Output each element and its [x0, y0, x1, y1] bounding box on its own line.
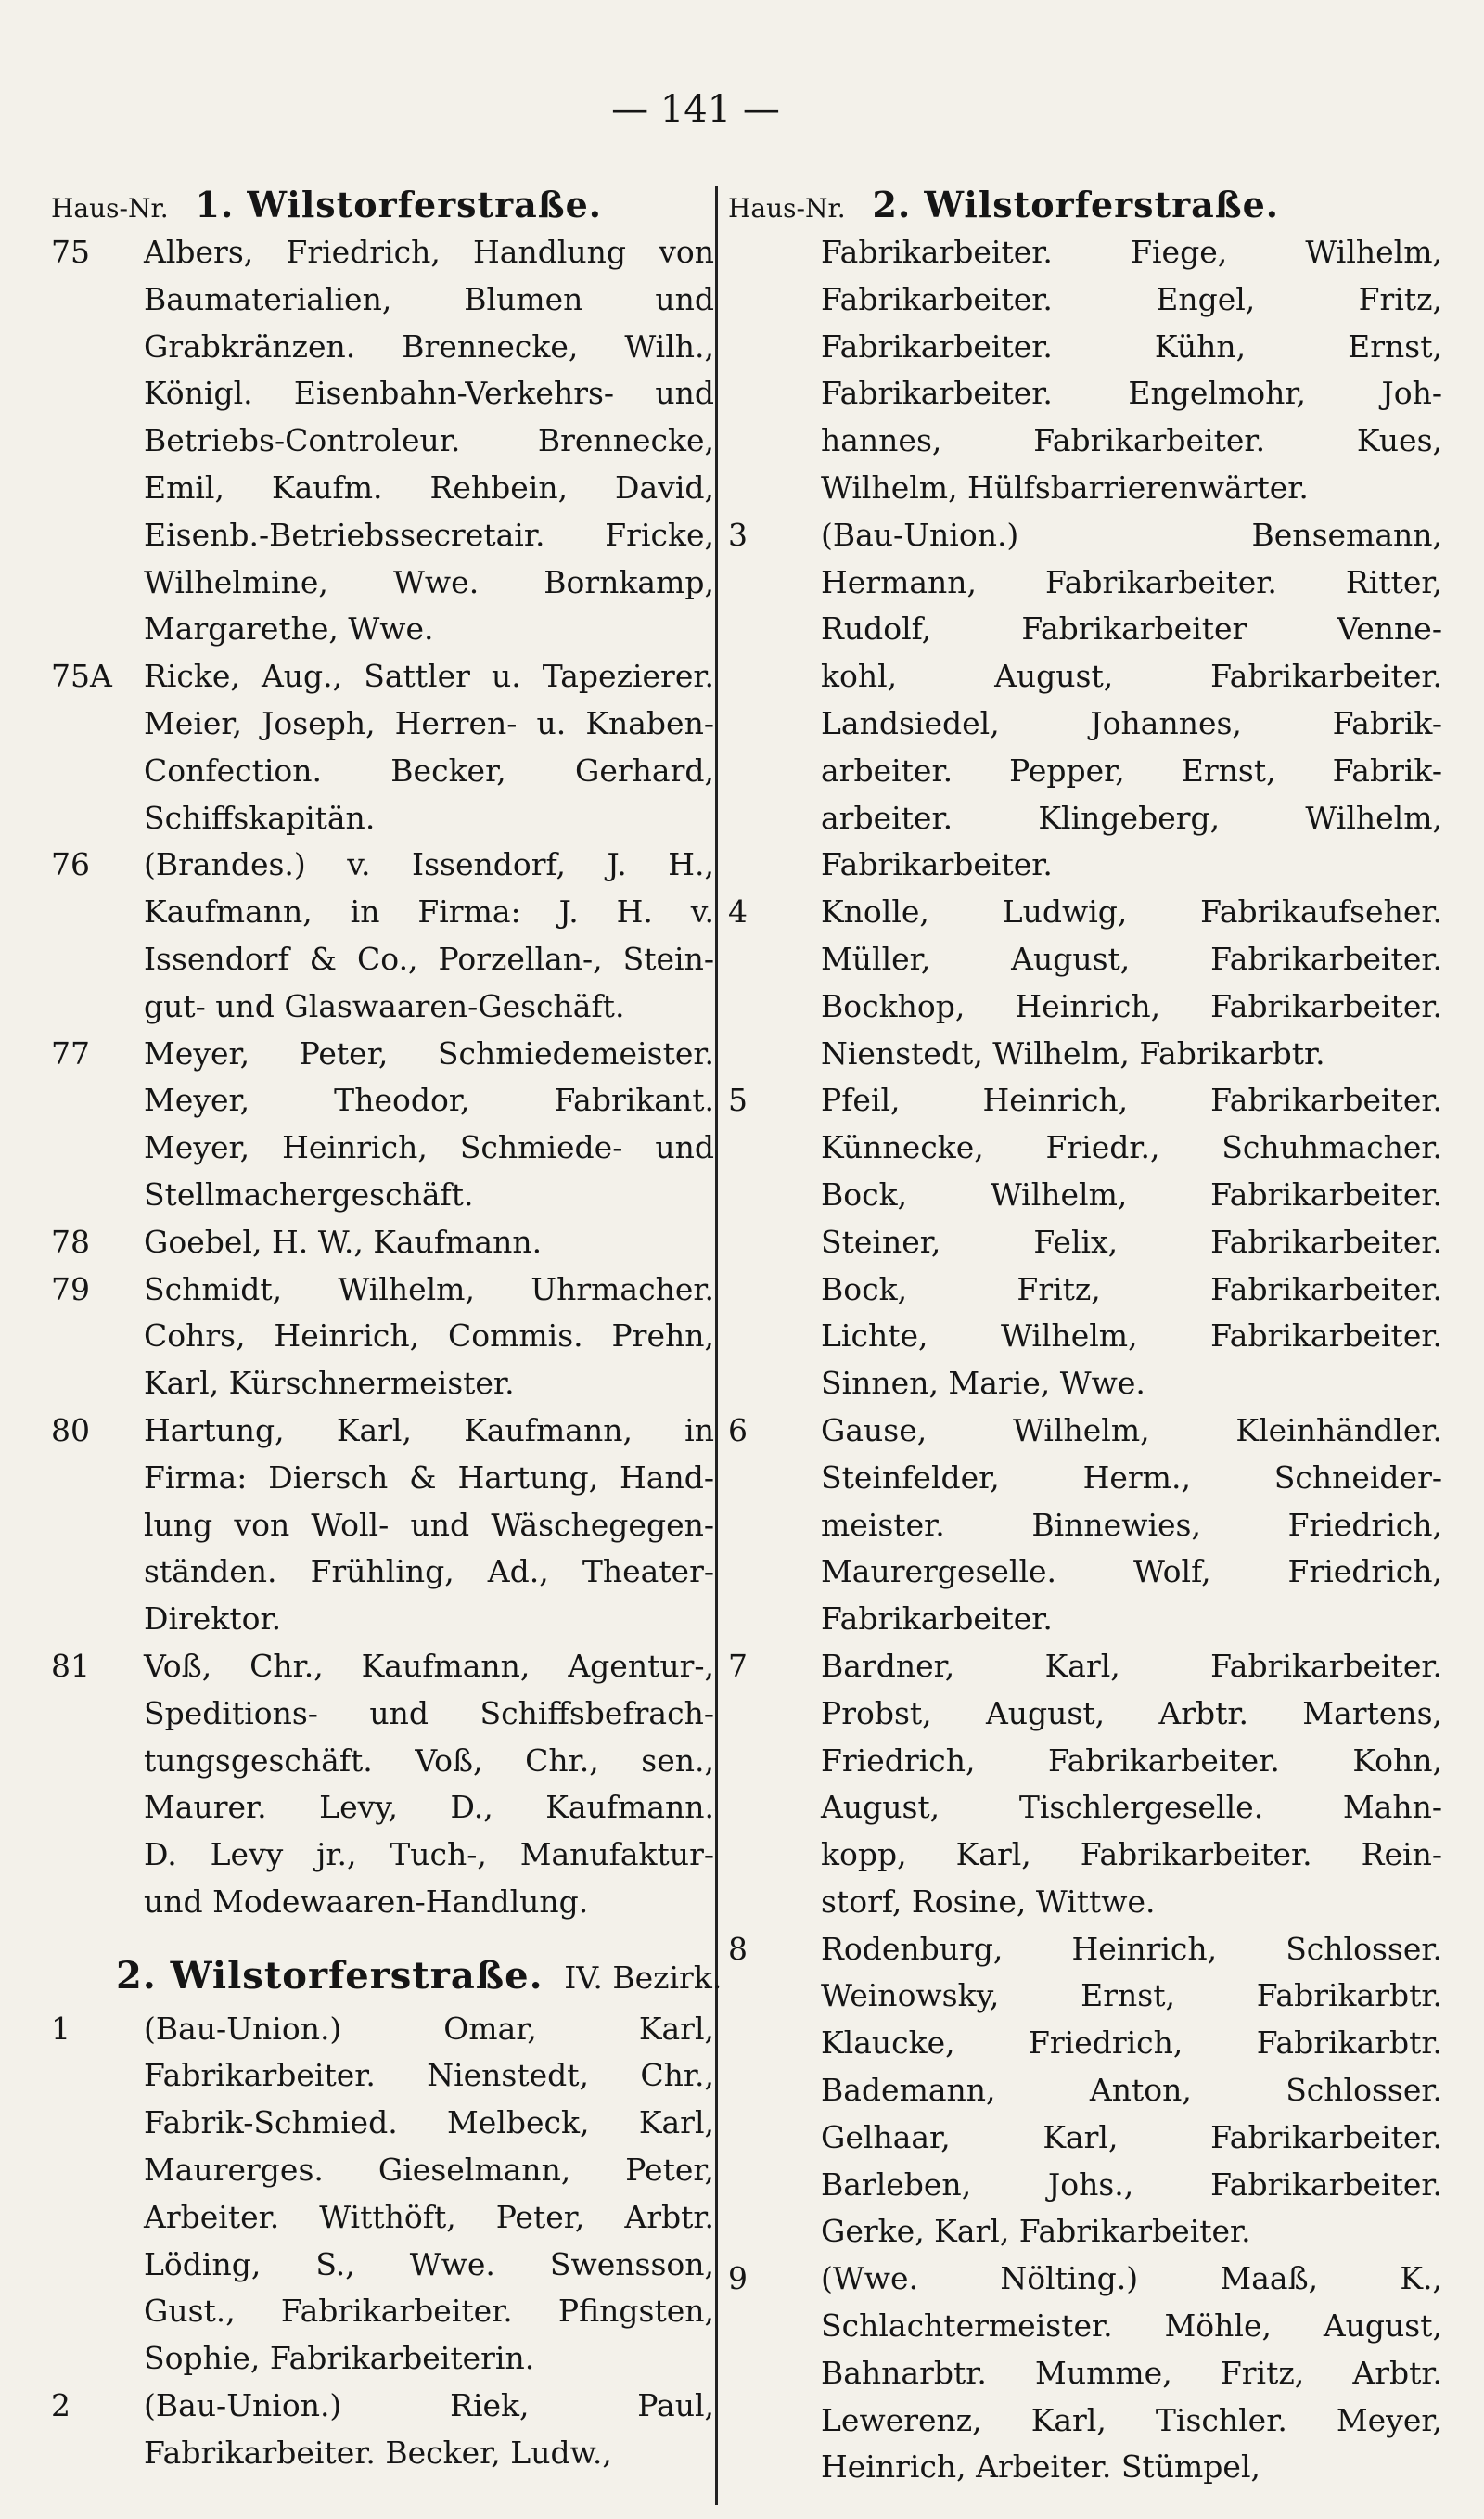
resident-line: Meyer, Heinrich, Schmiede- und [144, 1129, 714, 1166]
resident-line: Friedrich, Fabrikarbeiter. Kohn, [821, 1741, 1442, 1779]
house-number: 80 [51, 1411, 90, 1448]
resident-line: Bahnarbtr. Mumme, Fritz, Arbtr. [821, 2354, 1442, 2391]
resident-lines [821, 229, 1442, 512]
resident-line: gut- und Glaswaaren-Geschäft. [144, 987, 625, 1024]
resident-line: Meier, Joseph, Herren- u. Knaben- [144, 704, 714, 741]
street-heading-2: 2. Wilstorferstraße. [116, 1953, 544, 1998]
resident-line: Lewerenz, Karl, Tischler. Meyer, [821, 2401, 1442, 2438]
resident-line: Direktor. [144, 1600, 282, 1638]
resident-line: Schlachtermeister. Möhle, August, [821, 2307, 1442, 2345]
house-number: 5 [728, 1082, 748, 1119]
house-entry [728, 229, 1442, 512]
house-entry [51, 229, 714, 653]
resident-line: arbeiter. Klingeberg, Wilhelm, [821, 799, 1442, 836]
house-entry [51, 1407, 714, 1643]
resident-line: lung von Woll- und Wäschegegen- [144, 1506, 714, 1543]
resident-line: (Brandes.) v. Issendorf, J. H., [144, 846, 714, 883]
house-entry [51, 1219, 714, 1266]
house-entry [51, 1643, 714, 1926]
resident-line: Cohrs, Heinrich, Commis. Prehn, [144, 1317, 714, 1355]
resident-line: Baumaterialien, Blumen und [144, 280, 714, 317]
resident-line: Kaufmann, in Firma: J. H. v. [144, 893, 714, 931]
resident-lines [144, 229, 714, 653]
resident-lines [144, 1219, 714, 1266]
resident-line: Pfeil, Heinrich, Fabrikarbeiter. [821, 1082, 1442, 1119]
house-entry [728, 1077, 1442, 1407]
resident-lines [144, 1266, 714, 1407]
resident-line: August, Tischlergeselle. Mahn- [821, 1789, 1442, 1826]
street-heading: 2. Wilstorferstraße. [872, 184, 1280, 225]
resident-line: Lichte, Wilhelm, Fabrikarbeiter. [821, 1317, 1442, 1355]
resident-line: Margarethe, Wwe. [144, 610, 434, 648]
resident-line: Gerke, Karl, Fabrikarbeiter. [821, 2213, 1251, 2250]
resident-lines [821, 2256, 1442, 2491]
resident-line: Fabrikarbeiter. Becker, Ludw., [144, 2434, 612, 2471]
resident-line: tungsgeschäft. Voß, Chr., sen., [144, 1741, 714, 1779]
resident-line: Sinnen, Marie, Wwe. [821, 1365, 1145, 1402]
resident-line: Bardner, Karl, Fabrikarbeiter. [821, 1647, 1442, 1684]
house-number: 8 [728, 1930, 748, 1967]
resident-line: Künnecke, Friedr., Schuhmacher. [821, 1129, 1442, 1166]
resident-line: Maurergeselle. Wolf, Friedrich, [821, 1553, 1442, 1590]
resident-line: storf, Rosine, Wittwe. [821, 1883, 1156, 1920]
resident-line: Rudolf, Fabrikarbeiter Venne- [821, 610, 1442, 648]
resident-line: Karl, Kürschnermeister. [144, 1365, 515, 1402]
house-entry [728, 1407, 1442, 1643]
house-entry [51, 2006, 714, 2383]
resident-line: Eisenb.-Betriebssecretair. Fricke, [144, 516, 714, 553]
house-number: 75A [51, 658, 112, 695]
resident-line: Steinfelder, Herm., Schneider- [821, 1459, 1442, 1496]
house-entry [728, 1643, 1442, 1926]
resident-line: hannes, Fabrikarbeiter. Kues, [821, 422, 1442, 459]
house-number: 79 [51, 1270, 90, 1307]
resident-lines [821, 1407, 1442, 1643]
resident-line: Grabkränzen. Brennecke, Wilh., [144, 328, 714, 365]
resident-line: (Wwe. Nölting.) Maaß, K., [821, 2260, 1442, 2297]
resident-line: Wilhelm, Hülfsbarrierenwärter. [821, 469, 1309, 506]
resident-line: Gust., Fabrikarbeiter. Pfingsten, [144, 2293, 714, 2330]
resident-line: Landsiedel, Johannes, Fabrik- [821, 704, 1442, 741]
resident-lines [821, 512, 1442, 889]
resident-line: Maurerges. Gieselmann, Peter, [144, 2152, 714, 2189]
resident-line: Fabrikarbeiter. Kühn, Ernst, [821, 328, 1442, 365]
resident-line: Firma: Diersch & Hartung, Hand- [144, 1459, 714, 1496]
hausnr-label: Haus-Nr. [728, 193, 846, 224]
resident-line: Rodenburg, Heinrich, Schlosser. [821, 1930, 1442, 1967]
resident-line: Weinowsky, Ernst, Fabrikarbtr. [821, 1977, 1442, 2014]
resident-line: Bock, Wilhelm, Fabrikarbeiter. [821, 1176, 1442, 1213]
resident-line: Müller, August, Fabrikarbeiter. [821, 940, 1442, 977]
resident-line: Fabrikarbeiter. Nienstedt, Chr., [144, 2057, 714, 2094]
resident-line: Löding, S., Wwe. Swensson, [144, 2245, 714, 2282]
house-number: 7 [728, 1647, 748, 1684]
house-number: 1 [51, 2010, 70, 2047]
house-entry [728, 512, 1442, 889]
house-entry [51, 653, 714, 842]
left-entries [51, 229, 714, 1926]
resident-line: Fabrikarbeiter. [821, 1600, 1053, 1638]
resident-line: und Modewaaren-Handlung. [144, 1883, 589, 1920]
resident-lines [821, 1077, 1442, 1407]
right-column [728, 181, 1442, 2491]
resident-line: Fabrikarbeiter. Engelmohr, Joh- [821, 375, 1442, 412]
house-number: 3 [728, 516, 748, 553]
district-label: IV. Bezirk. [564, 1959, 723, 1996]
resident-line: Voß, Chr., Kaufmann, Agentur-, [144, 1647, 714, 1684]
house-number: 9 [728, 2260, 748, 2297]
resident-line: Heinrich, Arbeiter. Stümpel, [821, 2448, 1261, 2486]
resident-lines [144, 2006, 714, 2383]
resident-line: Sophie, Fabrikarbeiterin. [144, 2340, 535, 2377]
resident-line: Knolle, Ludwig, Fabrikaufseher. [821, 893, 1442, 931]
resident-line: Gause, Wilhelm, Kleinhändler. [821, 1411, 1442, 1448]
resident-line: arbeiter. Pepper, Ernst, Fabrik- [821, 752, 1442, 789]
hausnr-label: Haus-Nr. [51, 193, 169, 224]
resident-line: Probst, August, Arbtr. Martens, [821, 1694, 1442, 1731]
resident-line: Fabrikarbeiter. Engel, Fritz, [821, 280, 1442, 317]
resident-line: Fabrik-Schmied. Melbeck, Karl, [144, 2104, 714, 2141]
resident-line: meister. Binnewies, Friedrich, [821, 1506, 1442, 1543]
street-subheading [51, 1947, 723, 2006]
house-entry [51, 1031, 714, 1219]
resident-line: Speditions- und Schiffsbefrach- [144, 1694, 714, 1731]
resident-lines [821, 1926, 1442, 2256]
street-heading: 1. Wilstorferstraße. [195, 184, 603, 225]
resident-line: Hermann, Fabrikarbeiter. Ritter, [821, 563, 1442, 600]
house-entry [728, 1926, 1442, 2256]
resident-line: kohl, August, Fabrikarbeiter. [821, 658, 1442, 695]
resident-line: Maurer. Levy, D., Kaufmann. [144, 1789, 714, 1826]
house-entry [51, 842, 714, 1030]
resident-lines [144, 1407, 714, 1643]
resident-line: Steiner, Felix, Fabrikarbeiter. [821, 1223, 1442, 1260]
resident-line: Schiffskapitän. [144, 799, 376, 836]
resident-line: Confection. Becker, Gerhard, [144, 752, 714, 789]
resident-line: Albers, Friedrich, Handlung von [144, 234, 714, 270]
left-column [51, 181, 723, 2477]
resident-line: ständen. Frühling, Ad., Theater- [144, 1553, 714, 1590]
resident-line: Betriebs-Controleur. Brennecke, [144, 422, 714, 459]
resident-line: kopp, Karl, Fabrikarbeiter. Rein- [821, 1836, 1442, 1873]
resident-line: Bockhop, Heinrich, Fabrikarbeiter. [821, 987, 1442, 1024]
resident-line: Fabrikarbeiter. [821, 846, 1053, 883]
house-entry [51, 1266, 714, 1407]
house-entry [728, 2256, 1442, 2491]
resident-line: Schmidt, Wilhelm, Uhrmacher. [144, 1270, 714, 1307]
resident-lines [821, 889, 1442, 1077]
resident-line: Nienstedt, Wilhelm, Fabrikarbtr. [821, 1035, 1325, 1072]
resident-line: D. Levy jr., Tuch-, Manufaktur- [144, 1836, 714, 1873]
house-number: 81 [51, 1647, 90, 1684]
house-entry [728, 889, 1442, 1077]
house-number: 6 [728, 1411, 748, 1448]
page-number: — 141 — [611, 88, 780, 131]
column-divider [715, 186, 718, 2505]
resident-line: Hartung, Karl, Kaufmann, in [144, 1411, 714, 1448]
resident-line: (Bau-Union.) Bensemann, [821, 516, 1442, 553]
resident-line: Gelhaar, Karl, Fabrikarbeiter. [821, 2118, 1442, 2155]
resident-lines [144, 842, 714, 1030]
resident-line: Emil, Kaufm. Rehbein, David, [144, 469, 714, 506]
house-number: 75 [51, 234, 90, 270]
house-entry [51, 2383, 714, 2477]
house-number: 78 [51, 1223, 90, 1260]
resident-line: (Bau-Union.) Riek, Paul, [144, 2387, 714, 2424]
resident-line: Bock, Fritz, Fabrikarbeiter. [821, 1270, 1442, 1307]
resident-line: Bademann, Anton, Schlosser. [821, 2072, 1442, 2109]
house-number: 2 [51, 2387, 70, 2424]
house-number: 77 [51, 1035, 90, 1072]
house-number: 76 [51, 846, 90, 883]
left-entries-2 [51, 2006, 714, 2477]
resident-lines [144, 653, 714, 842]
resident-line: Meyer, Theodor, Fabrikant. [144, 1082, 714, 1119]
resident-line: Fabrikarbeiter. Fiege, Wilhelm, [821, 234, 1442, 270]
resident-lines [144, 1031, 714, 1219]
resident-line: Wilhelmine, Wwe. Bornkamp, [144, 563, 714, 600]
resident-lines [144, 1643, 714, 1926]
resident-line: Goebel, H. W., Kaufmann. [144, 1223, 543, 1260]
resident-line: Klaucke, Friedrich, Fabrikarbtr. [821, 2024, 1442, 2062]
resident-line: Meyer, Peter, Schmiedemeister. [144, 1035, 714, 1072]
resident-line: (Bau-Union.) Omar, Karl, [144, 2010, 714, 2047]
resident-line: Issendorf & Co., Porzellan-, Stein- [144, 940, 714, 977]
house-number [728, 229, 821, 512]
resident-lines [821, 1643, 1442, 1926]
resident-line: Arbeiter. Witthöft, Peter, Arbtr. [144, 2198, 714, 2235]
resident-line: Stellmachergeschäft. [144, 1176, 474, 1213]
resident-line: Ricke, Aug., Sattler u. Tapezierer. [144, 658, 714, 695]
left-column-header [51, 181, 714, 229]
resident-lines [144, 2383, 714, 2477]
resident-line: Königl. Eisenbahn-Verkehrs- und [144, 375, 714, 412]
right-column-header [728, 181, 1442, 229]
right-entries [728, 229, 1442, 2491]
house-number: 4 [728, 893, 748, 931]
resident-line: Barleben, Johs., Fabrikarbeiter. [821, 2166, 1442, 2203]
